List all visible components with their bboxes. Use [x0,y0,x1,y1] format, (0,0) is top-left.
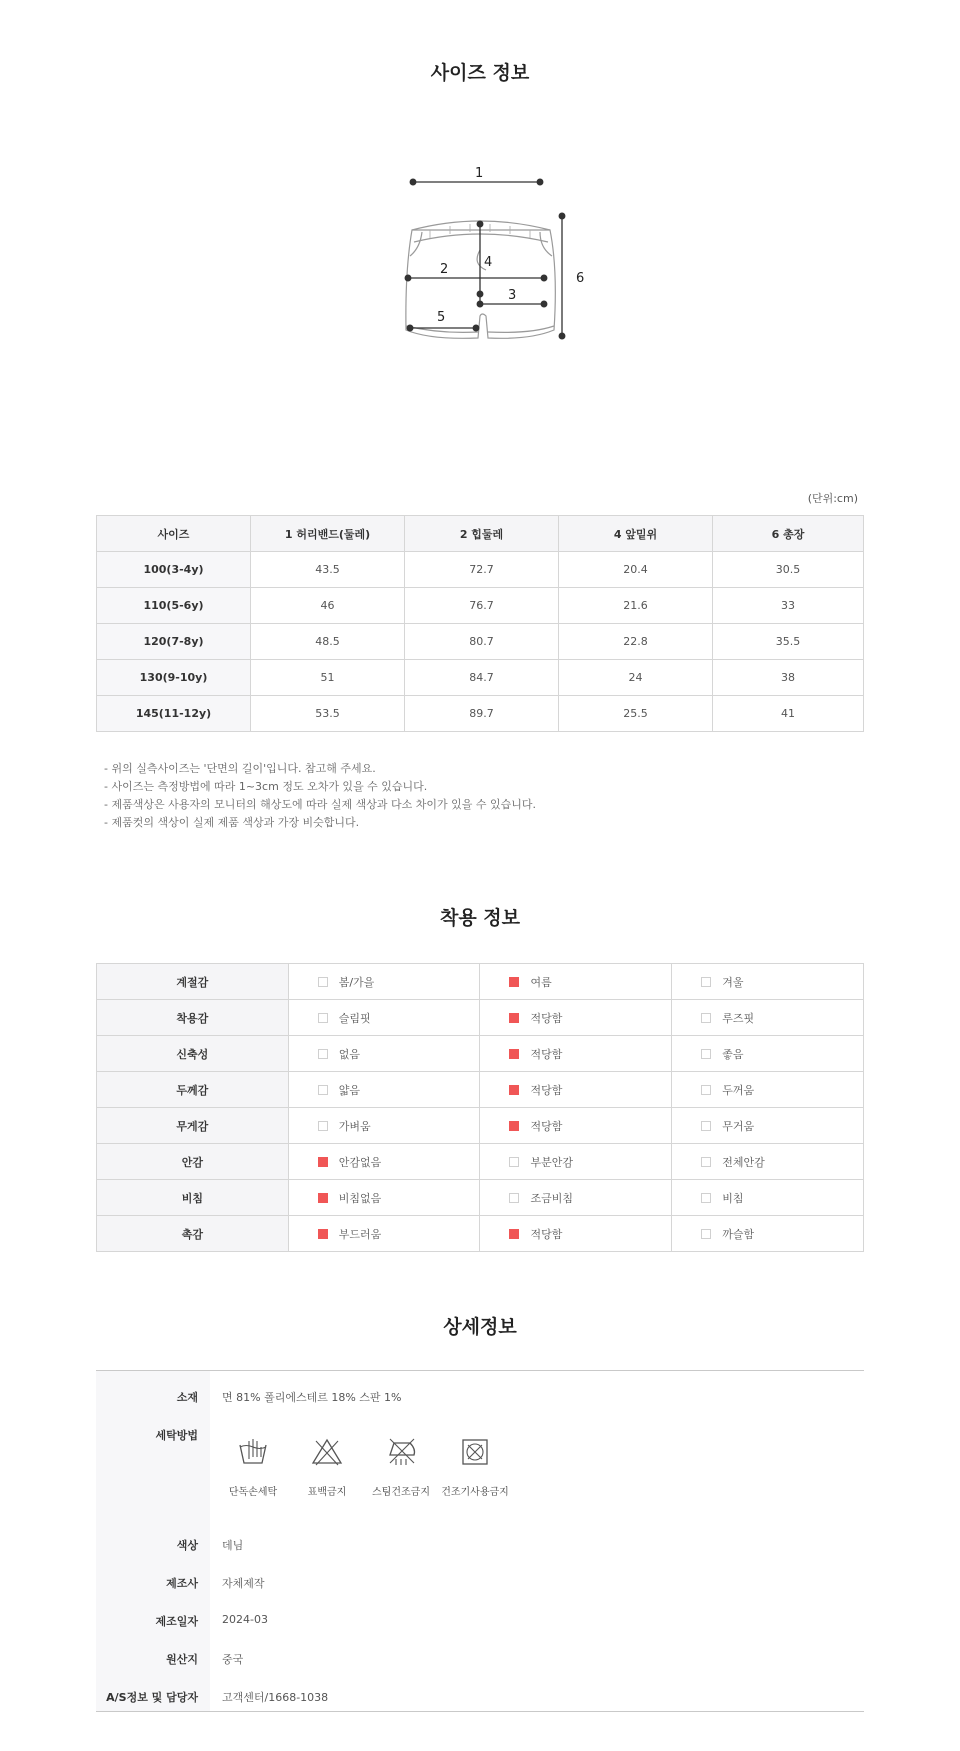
measure-label-6: 6 [576,271,585,286]
note-line: - 제품색상은 사용자의 모니터의 해상도에 따라 실제 색상과 다소 차이가 있을 수 있습니다. [104,798,536,811]
fit-option [480,1180,672,1216]
checked-box-icon [509,1013,519,1023]
material-label: 소재 [176,1391,198,1404]
checked-box-icon [509,1121,519,1131]
fit-row [97,1000,864,1036]
table-row [97,660,864,696]
shorts-measurement-diagram [390,160,590,370]
fit-option [288,1000,480,1036]
fit-option-label: 안감없음 [338,1155,382,1169]
material-value: 면 81% 폴리에스테르 18% 스판 1% [222,1391,402,1404]
table-row [97,552,864,588]
cell-total-length: 35.5 [713,624,864,660]
measure-label-1: 1 [475,166,484,181]
fit-row-label: 안감 [97,1144,289,1180]
unchecked-box-icon [701,977,711,987]
color-label: 색상 [176,1539,198,1552]
fit-option [480,1000,672,1036]
fit-option-label: 무거움 [722,1119,755,1133]
note-line: - 위의 실측사이즈는 '단면의 길이'입니다. 참고해 주세요. [104,762,376,775]
fit-option [672,1036,864,1072]
unchecked-box-icon [701,1229,711,1239]
no-steam-dry-icon [384,1435,418,1469]
cell-front-rise: 21.6 [559,588,713,624]
fit-option-label: 적당함 [530,1119,563,1133]
color-value: 데님 [222,1539,244,1552]
measure-label-2: 2 [440,262,449,277]
measure-line-6 [559,213,565,339]
fit-option-label: 비침없음 [338,1191,382,1205]
detail-info-table [96,1370,864,1712]
fit-option [672,1180,864,1216]
fit-row [97,1144,864,1180]
fit-row [97,964,864,1000]
fit-option [672,964,864,1000]
unchecked-box-icon [701,1049,711,1059]
fit-option-label: 없음 [338,1047,360,1061]
maker-value: 자체제작 [222,1577,265,1590]
row-size: 130(9-10y) [97,660,251,696]
note-line: - 제품컷의 색상이 실제 제품 색상과 가장 비슷합니다. [104,816,360,829]
fit-option-label: 조금비침 [530,1191,573,1205]
fit-option-label: 봄/가을 [338,975,375,989]
fit-option-label: 여름 [530,975,552,989]
row-size: 100(3-4y) [97,552,251,588]
fit-option [480,1108,672,1144]
cell-waist: 46 [251,588,405,624]
col-header-front-rise: 4 앞밑위 [559,516,713,552]
as-value: 고객센터/1668-1038 [222,1691,329,1704]
table-row [97,696,864,732]
fit-row-label: 착용감 [97,1000,289,1036]
fit-row [97,1072,864,1108]
fit-option [480,1144,672,1180]
fit-option-label: 루즈핏 [722,1011,755,1025]
fit-option [672,1072,864,1108]
col-header-total-length: 6 총장 [713,516,864,552]
unchecked-box-icon [509,1157,519,1167]
no-bleach-icon [310,1435,344,1469]
cell-hip: 89.7 [405,696,559,732]
fit-row-label: 계절감 [97,964,289,1000]
fit-row [97,1180,864,1216]
fit-option [288,964,480,1000]
measure-label-5: 5 [437,310,446,325]
cell-waist: 51 [251,660,405,696]
size-info-title: 사이즈 정보 [430,62,530,84]
wash-item [290,1435,364,1498]
fit-option-label: 적당함 [530,1083,563,1097]
row-size: 110(5-6y) [97,588,251,624]
fit-option-label: 가벼움 [338,1119,371,1133]
fit-option-label: 좋음 [722,1047,744,1061]
washing-label: 세탁방법 [155,1429,198,1442]
table-row [97,588,864,624]
unchecked-box-icon [701,1085,711,1095]
measure-line-5 [407,325,479,331]
fit-option [480,1036,672,1072]
checked-box-icon [509,977,519,987]
size-table [96,515,864,732]
fit-option [288,1036,480,1072]
unchecked-box-icon [318,1121,328,1131]
checked-box-icon [509,1229,519,1239]
fit-option [672,1216,864,1252]
row-size: 120(7-8y) [97,624,251,660]
cell-total-length: 41 [713,696,864,732]
cell-front-rise: 25.5 [559,696,713,732]
origin-value: 중국 [222,1653,244,1666]
cell-total-length: 30.5 [713,552,864,588]
fit-row-label: 신축성 [97,1036,289,1072]
unit-label: (단위:cm) [807,492,858,505]
note-line: - 사이즈는 측정방법에 따라 1~3cm 정도 오차가 있을 수 있습니다. [104,780,428,793]
wash-caption: 스팀건조금지 [372,1487,430,1498]
cell-waist: 53.5 [251,696,405,732]
detail-info-title: 상세정보 [443,1316,517,1338]
fit-option-label: 전체안감 [722,1155,765,1169]
fit-option [480,1072,672,1108]
fit-option [480,964,672,1000]
fit-row [97,1216,864,1252]
fit-option [288,1216,480,1252]
unchecked-box-icon [509,1193,519,1203]
table-row [97,624,864,660]
fit-row [97,1036,864,1072]
unchecked-box-icon [318,977,328,987]
fit-option [672,1000,864,1036]
wash-item [364,1435,438,1498]
fit-option [672,1144,864,1180]
fit-info-title: 착용 정보 [439,907,521,929]
fit-option-label: 까슬함 [722,1227,755,1241]
cell-front-rise: 20.4 [559,552,713,588]
col-header-hip: 2 힙둘레 [405,516,559,552]
cell-hip: 84.7 [405,660,559,696]
fit-table [96,963,864,1252]
fit-option-label: 부드러움 [338,1227,382,1241]
unchecked-box-icon [318,1085,328,1095]
checked-box-icon [509,1085,519,1095]
measure-label-4: 4 [484,255,493,270]
no-tumble-dry-icon [458,1435,492,1469]
date-value: 2024-03 [222,1613,268,1626]
col-header-waist: 1 허리밴드(둘레) [251,516,405,552]
cell-front-rise: 24 [559,660,713,696]
fit-option-label: 적당함 [530,1047,563,1061]
checked-box-icon [318,1193,328,1203]
fit-row-label: 두께감 [97,1072,289,1108]
fit-row-label: 무게감 [97,1108,289,1144]
fit-option [288,1072,480,1108]
unchecked-box-icon [318,1049,328,1059]
size-notes [104,760,536,832]
fit-option-label: 슬림핏 [338,1011,371,1025]
wash-caption: 단독손세탁 [228,1487,278,1498]
fit-option-label: 비침 [722,1191,744,1205]
fit-option-label: 두꺼움 [722,1083,755,1097]
size-table-header-row [97,516,864,552]
fit-option-label: 적당함 [530,1011,563,1025]
fit-row [97,1108,864,1144]
maker-label: 제조사 [166,1577,198,1590]
cell-hip: 72.7 [405,552,559,588]
fit-option [672,1108,864,1144]
unchecked-box-icon [701,1193,711,1203]
fit-option-label: 얇음 [338,1083,360,1097]
cell-hip: 80.7 [405,624,559,660]
cell-total-length: 33 [713,588,864,624]
checked-box-icon [509,1049,519,1059]
col-header-size: 사이즈 [97,516,251,552]
fit-option-label: 부분안감 [530,1155,573,1169]
unchecked-box-icon [318,1013,328,1023]
fit-row-label: 촉감 [97,1216,289,1252]
measure-line-2 [405,275,547,281]
cell-total-length: 38 [713,660,864,696]
hand-wash-icon [236,1435,270,1469]
fit-row-label: 비침 [97,1180,289,1216]
cell-hip: 76.7 [405,588,559,624]
checked-box-icon [318,1229,328,1239]
origin-label: 원산지 [166,1653,198,1666]
unchecked-box-icon [701,1157,711,1167]
measure-label-3: 3 [508,288,517,303]
wash-caption: 표백금지 [307,1487,347,1498]
wash-caption: 건조기사용금지 [441,1487,509,1498]
cell-front-rise: 22.8 [559,624,713,660]
unchecked-box-icon [701,1121,711,1131]
unchecked-box-icon [701,1013,711,1023]
date-label: 제조일자 [155,1615,198,1628]
fit-option [288,1144,480,1180]
cell-waist: 48.5 [251,624,405,660]
as-label: A/S정보 및 담당자 [106,1691,198,1704]
wash-item [216,1435,290,1498]
fit-option-label: 겨울 [722,975,744,989]
row-size: 145(11-12y) [97,696,251,732]
fit-option [288,1108,480,1144]
cell-waist: 43.5 [251,552,405,588]
checked-box-icon [318,1157,328,1167]
fit-option-label: 적당함 [530,1227,563,1241]
wash-item [438,1435,512,1498]
fit-option [480,1216,672,1252]
fit-option [288,1180,480,1216]
